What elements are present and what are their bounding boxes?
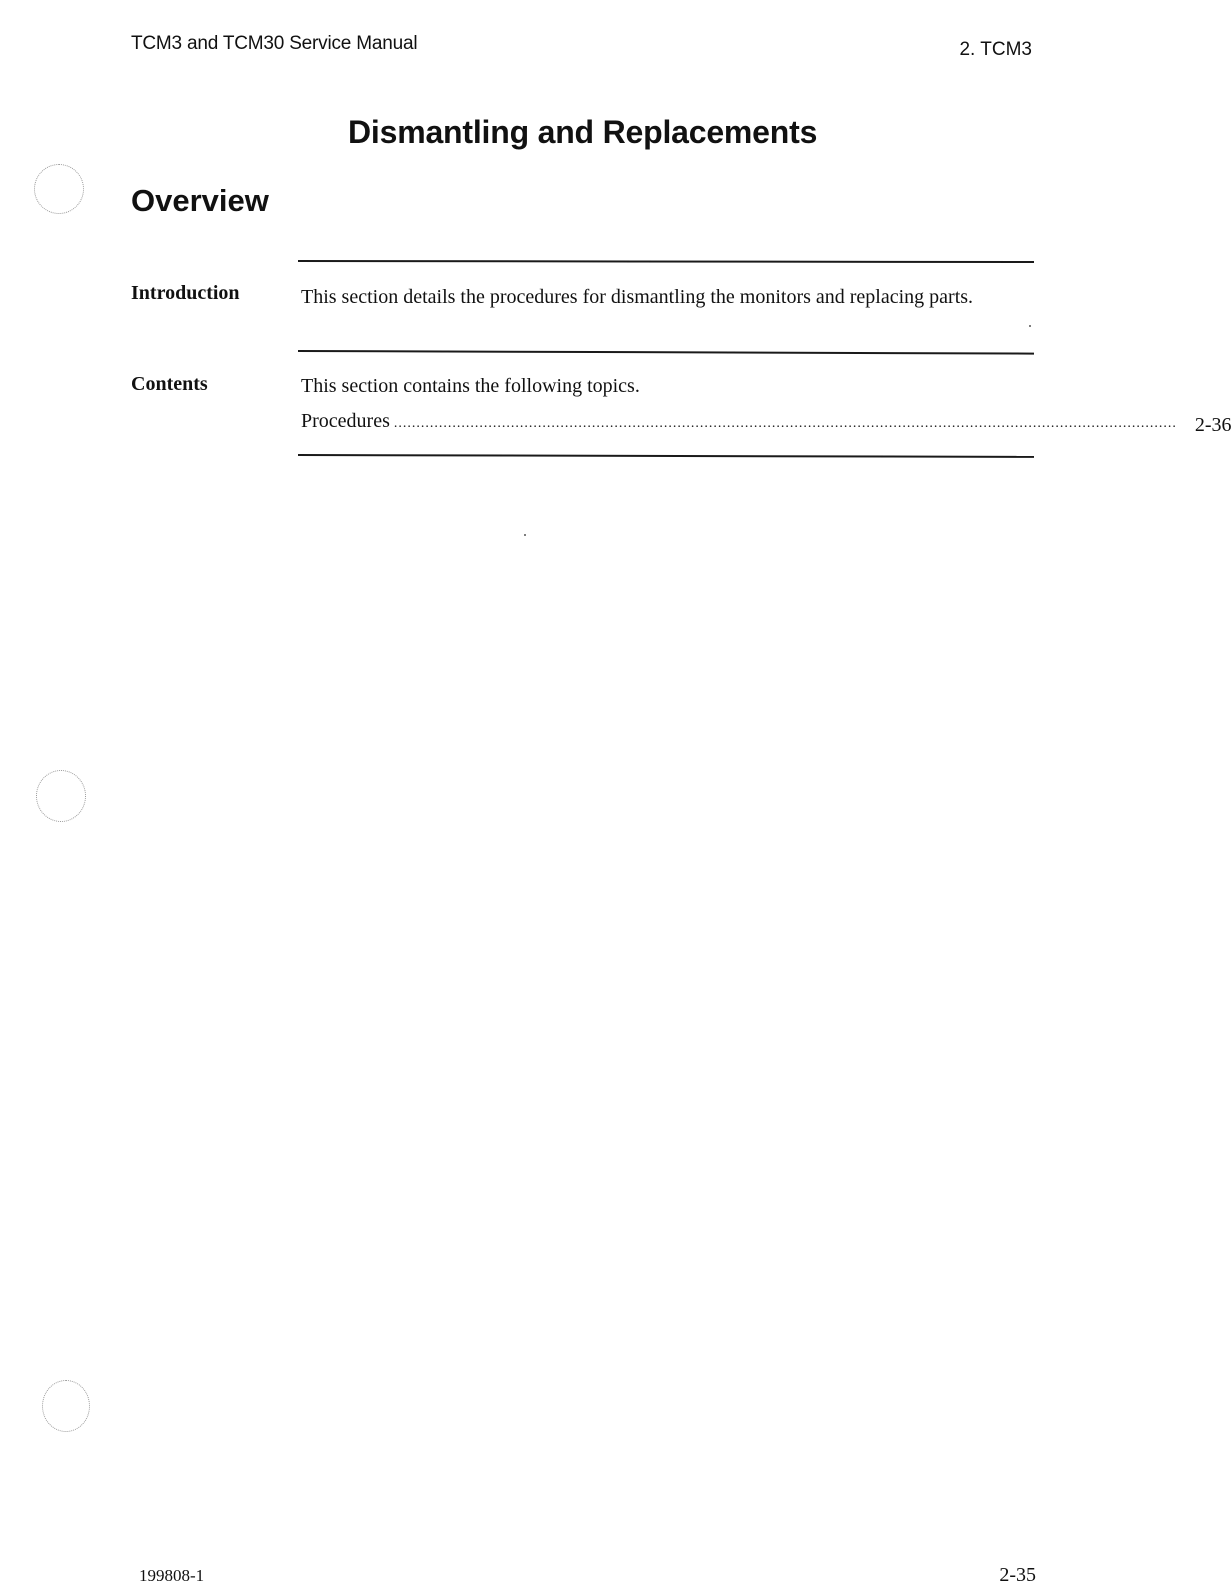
introduction-text: This section details the procedures for dismantling the monitors and replacing parts.: [301, 286, 974, 308]
divider-top: [298, 260, 1034, 263]
footer-doc-number: 199808-1: [139, 1566, 205, 1585]
toc-entry-topic[interactable]: Procedures: [301, 410, 390, 432]
section-heading: Overview: [131, 183, 269, 218]
footer-page-number: 2-35: [999, 1564, 1036, 1586]
punch-hole-mark: [34, 164, 84, 214]
scan-speck: [1029, 325, 1031, 327]
contents-label: Contents: [131, 373, 208, 395]
scan-speck: [524, 534, 526, 536]
divider-bottom: [298, 454, 1034, 458]
toc-entry-page[interactable]: 2-36: [1194, 414, 1232, 436]
toc-dot-leader: ..............................................................................................................................................................................: [393, 416, 1177, 431]
running-header-chapter: 2. TCM3: [959, 39, 1032, 60]
divider-middle: [298, 350, 1034, 355]
running-header-manual-title: TCM3 and TCM30 Service Manual: [131, 33, 418, 54]
toc-entry[interactable]: [301, 410, 1232, 436]
punch-hole-mark: [36, 770, 86, 822]
punch-hole-mark: [42, 1380, 90, 1432]
page-title: Dismantling and Replacements: [348, 114, 818, 150]
contents-text: This section contains the following topics.: [301, 375, 640, 397]
introduction-label: Introduction: [131, 282, 240, 304]
